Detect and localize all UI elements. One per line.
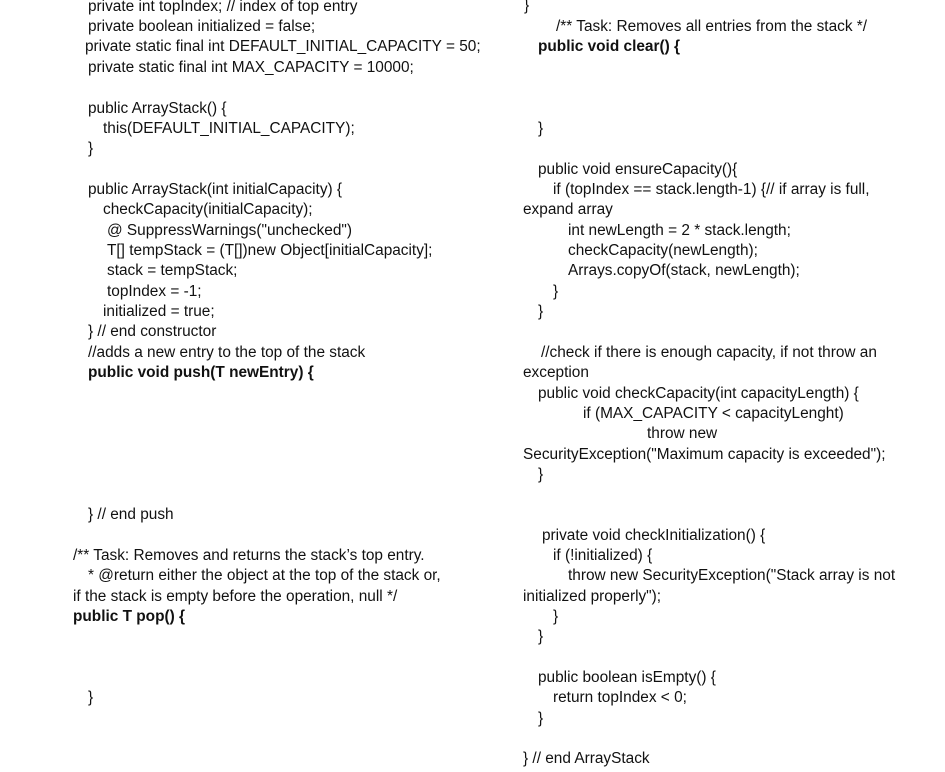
code-line-max-capacity: private static final int MAX_CAPACITY = 10000; [88, 59, 414, 76]
code-line-new-length: int newLength = 2 * stack.length; [568, 222, 791, 239]
code-line-push-comment: //adds a new entry to the top of the stack [88, 344, 366, 361]
code-line-exception-word: exception [523, 364, 589, 381]
code-line-end-ensure: } [538, 303, 544, 320]
code-line-if-full: if (topIndex == stack.length-1) {// if array is full, [553, 181, 870, 198]
code-line-end-constructor: } // end constructor [88, 323, 217, 340]
code-line-pop-signature: public T pop() { [73, 608, 185, 625]
code-line-ensure-capacity: public void ensureCapacity(){ [538, 161, 738, 178]
code-line-top-index-assign: topIndex = -1; [107, 283, 202, 300]
code-line-end-check-capacity: } [538, 466, 544, 483]
code-line-initialized-properly: initialized properly"); [523, 588, 662, 605]
code-line-end-if-initialized: } [553, 608, 559, 625]
code-line-push-signature: public void push(T newEntry) { [88, 364, 314, 381]
code-line-top-index: private int topIndex; // index of top entry [88, 0, 358, 15]
code-line-copy-of: Arrays.copyOf(stack, newLength); [568, 262, 800, 279]
code-line-end-array-stack: } // end ArrayStack [523, 750, 650, 767]
code-line-temp-stack: T[] tempStack = (T[])new Object[initialCapacity]; [107, 242, 433, 259]
code-line-capacity-comment: //check if there is enough capacity, if not throw an [541, 344, 877, 361]
code-line-capacity-constructor: public ArrayStack(int initialCapacity) { [88, 181, 343, 198]
code-line-throw-not-initialized: throw new SecurityException("Stack array is not [568, 567, 896, 584]
code-line-end-push: } // end push [88, 506, 174, 523]
code-line-brace-top: } [524, 0, 530, 14]
code-line-check-capacity: checkCapacity(initialCapacity); [103, 201, 313, 218]
code-line-initialized-assign: initialized = true; [103, 303, 215, 320]
code-line-brace: } [88, 140, 94, 157]
code-line-expand-array: expand array [523, 201, 613, 218]
code-line-default-constructor: public ArrayStack() { [88, 100, 227, 117]
code-line-if-max: if (MAX_CAPACITY < capacityLenght) [583, 405, 844, 422]
code-line-pop-return-doc: * @return either the object at the top of the stack or, [88, 567, 441, 584]
code-line-end-is-empty: } [538, 710, 544, 727]
code-line-stack-assign: stack = tempStack; [107, 262, 238, 279]
code-line-check-capacity-method: public void checkCapacity(int capacityLength) { [538, 385, 859, 402]
code-line-default-capacity: private static final int DEFAULT_INITIAL_CAPACITY = 50; [85, 38, 481, 55]
code-line-end-check-initialization: } [538, 628, 544, 645]
code-line-clear-doc: /** Task: Removes all entries from the stack */ [556, 18, 868, 35]
code-line-if-not-initialized: if (!initialized) { [553, 547, 653, 564]
code-line-initialized-field: private boolean initialized = false; [88, 18, 316, 35]
code-line-pop-null-doc: if the stack is empty before the operation, null */ [73, 588, 398, 605]
code-line-end-pop: } [88, 689, 94, 706]
code-line-return-empty: return topIndex < 0; [553, 689, 687, 706]
code-line-this-call: this(DEFAULT_INITIAL_CAPACITY); [103, 120, 355, 137]
code-line-check-initialization: private void checkInitialization() { [542, 527, 766, 544]
code-line-pop-doc: /** Task: Removes and returns the stack’s top entry. [73, 547, 425, 564]
code-line-throw-new: throw new [647, 425, 718, 442]
code-line-suppress-warnings: @ SuppressWarnings("unchecked") [107, 222, 352, 239]
code-line-check-new-length: checkCapacity(newLength); [568, 242, 758, 259]
code-line-end-clear: } [538, 120, 544, 137]
code-line-clear-signature: public void clear() { [538, 38, 680, 55]
code-line-is-empty: public boolean isEmpty() { [538, 669, 716, 686]
code-line-end-if: } [553, 283, 559, 300]
code-line-security-exception: SecurityException("Maximum capacity is exceeded"); [523, 446, 886, 463]
